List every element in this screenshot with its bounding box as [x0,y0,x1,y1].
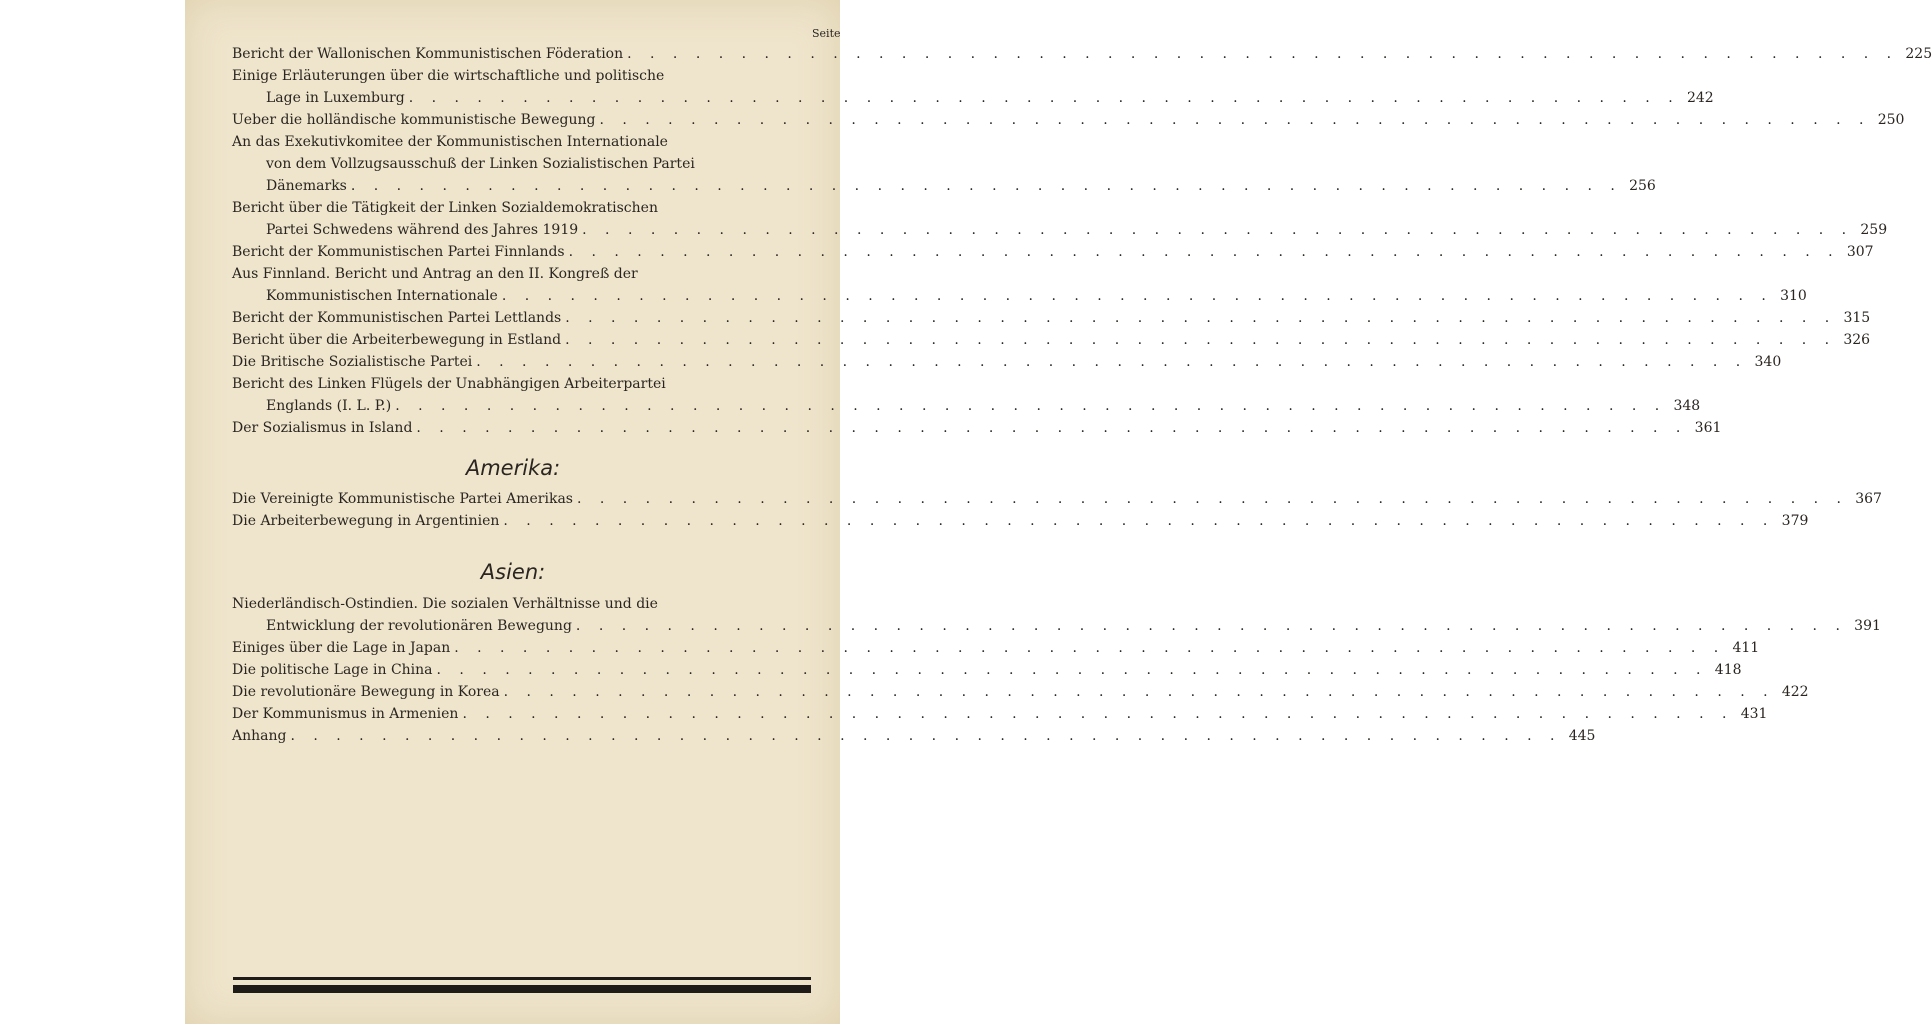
toc-page-number: 256 [1629,178,1656,194]
toc-entry-line [232,241,1874,263]
leader-dots: . . . . . . . . . . . . . . . . . . . . . . . . . . . . . . . . . . . . . . . . . . . . . . . . . . . . . . . . [582,222,1854,238]
toc-entry [232,131,1656,197]
bottom-rule-thin [233,977,811,980]
toc-entry-title: Ueber die holländische kommunistische Bewegung [232,112,596,128]
toc-entry-line [232,637,1760,659]
leader-dots: . . . . . . . . . . . . . . . . . . . . . . . . . . . . . . . . . . . . . . . . . . . . . . . . . . . . . . . . [290,728,1562,744]
toc-entry-line [232,43,1932,65]
leader-dots: . . . . . . . . . . . . . . . . . . . . . . . . . . . . . . . . . . . . . . . . . . . . . . . . . . . . . . . . [476,354,1748,370]
leader-dots: . . . . . . . . . . . . . . . . . . . . . . . . . . . . . . . . . . . . . . . . . . . . . . . . . . . . . . . . [627,46,1899,62]
leader-dots: . . . . . . . . . . . . . . . . . . . . . . . . . . . . . . . . . . . . . . . . . . . . . . . . . . . . . . . . [503,684,1775,700]
leader-dots: . . . . . . . . . . . . . . . . . . . . . . . . . . . . . . . . . . . . . . . . . . . . . . . . . . . . . . . . [565,332,1837,348]
toc-entry-line [232,373,790,395]
toc-entry-line [232,175,1656,197]
toc-page-number: 379 [1781,513,1809,529]
toc-entry-line [232,307,1871,329]
toc-entry [232,510,1809,532]
toc-entry-title: Englands (I. L. P.) [266,398,392,414]
toc-entry-line [232,131,790,153]
toc-entry-title: Die Arbeiterbewegung in Argentinien [232,513,500,529]
toc-entry-line [232,329,1871,351]
leader-dots: . . . . . . . . . . . . . . . . . . . . . . . . . . . . . . . . . . . . . . . . . . . . . . . . . . . . . . . . [576,491,1848,507]
toc-entry [232,681,1809,703]
toc-entry-title: Lage in Luxemburg [266,90,405,106]
leader-dots: . . . . . . . . . . . . . . . . . . . . . . . . . . . . . . . . . . . . . . . . . . . . . . . . . . . . . . . . [462,706,1734,722]
toc-page-number: 250 [1877,112,1905,128]
toc-entry-title: Bericht über die Arbeiterbewegung in Estland [232,332,562,348]
toc-entry-line [232,593,790,615]
toc-entry-line [232,87,1714,109]
toc-page-number: 326 [1843,332,1871,348]
toc-entry-title: Bericht der Kommunistischen Partei Lettlands [232,310,562,326]
toc-entry [232,725,1596,747]
toc-entry [232,307,1871,329]
toc-entry-line [232,153,790,175]
toc-entry-line [232,219,1888,241]
toc-entry-title: Der Sozialismus in Island [232,420,413,436]
toc-entry-title: Entwicklung der revolutionären Bewegung [266,618,572,634]
toc-entry-line [232,659,1742,681]
leader-dots: . . . . . . . . . . . . . . . . . . . . . . . . . . . . . . . . . . . . . . . . . . . . . . . . . . . . . . . . [501,288,1773,304]
toc-entry-title: Anhang [232,728,287,744]
toc-page-number: 361 [1694,420,1722,436]
toc-entry-title: Die politische Lage in China [232,662,433,678]
toc-entry-title: Kommunistischen Internationale [266,288,498,304]
leader-dots: . . . . . . . . . . . . . . . . . . . . . . . . . . . . . . . . . . . . . . . . . . . . . . . . . . . . . . . . [568,244,1840,260]
bottom-rule-thick [233,985,811,993]
toc-page-number: 418 [1714,662,1742,678]
toc-entry [232,488,1882,510]
toc-entry-title: Dänemarks [266,178,347,194]
toc-entry-title: An das Exekutivkomitee der Kommunistischen Internationale [232,134,668,150]
toc-entry-line [232,263,790,285]
toc-entry-title: Die Vereinigte Kommunistische Partei Amerikas [232,491,573,507]
leader-dots: . . . . . . . . . . . . . . . . . . . . . . . . . . . . . . . . . . . . . . . . . . . . . . . . . . . . . . . . [395,398,1667,414]
toc-page-number: 348 [1673,398,1701,414]
toc-page-number: 340 [1754,354,1782,370]
toc-page-number: 310 [1780,288,1807,304]
toc-entry [232,263,1807,307]
toc-page-number: 307 [1846,244,1874,260]
toc-entry [232,417,1722,439]
toc-entry-line [232,351,1782,373]
toc-entry-line [232,417,1722,439]
section-heading-asien: Asien: [480,560,546,584]
toc-entry [232,197,1888,241]
toc-page-number: 367 [1855,491,1882,507]
toc-entry [232,65,1714,109]
toc-entry-title: Einige Erläuterungen über die wirtschaftliche und politische [232,68,665,84]
toc-page-number: 259 [1860,222,1888,238]
leader-dots: . . . . . . . . . . . . . . . . . . . . . . . . . . . . . . . . . . . . . . . . . . . . . . . . . . . . . . . . [454,640,1726,656]
toc-entry-line [232,615,1881,637]
toc-entry [232,109,1905,131]
leader-dots: . . . . . . . . . . . . . . . . . . . . . . . . . . . . . . . . . . . . . . . . . . . . . . . . . . . . . . . . [408,90,1680,106]
toc-entry-line [232,109,1905,131]
toc-entry-line [232,703,1768,725]
toc-page-number: 391 [1854,618,1881,634]
leader-dots: . . . . . . . . . . . . . . . . . . . . . . . . . . . . . . . . . . . . . . . . . . . . . . . . . . . . . . . . [565,310,1837,326]
toc-page-number: 315 [1843,310,1871,326]
toc-entry-line [232,197,790,219]
toc-page-number: 431 [1740,706,1768,722]
toc-entry-title: Die revolutionäre Bewegung in Korea [232,684,500,700]
section-heading-amerika: Amerika: [465,456,561,480]
toc-entry [232,659,1742,681]
toc-entry [232,703,1768,725]
toc-entry-title: Einiges über die Lage in Japan [232,640,451,656]
toc-entry [232,637,1760,659]
leader-dots: . . . . . . . . . . . . . . . . . . . . . . . . . . . . . . . . . . . . . . . . . . . . . . . . . . . . . . . . [416,420,1688,436]
toc-entry-title: Die Britische Sozialistische Partei [232,354,473,370]
leader-dots: . . . . . . . . . . . . . . . . . . . . . . . . . . . . . . . . . . . . . . . . . . . . . . . . . . . . . . . . [599,112,1871,128]
toc-page-number: 225 [1905,46,1932,62]
toc-entry-title: Bericht über die Tätigkeit der Linken Sozialdemokratischen [232,200,658,216]
toc-entry [232,329,1871,351]
toc-entry-title: Aus Finnland. Bericht und Antrag an den II. Kongreß der [232,266,638,282]
toc-entry-line [232,725,1596,747]
toc-entry-line [232,488,1882,510]
toc-entry-line [232,285,1807,307]
toc-page-number: 411 [1732,640,1760,656]
toc-entry [232,241,1874,263]
toc-entry [232,43,1932,65]
toc-entry-title: Partei Schwedens während des Jahres 1919 [266,222,579,238]
leader-dots: . . . . . . . . . . . . . . . . . . . . . . . . . . . . . . . . . . . . . . . . . . . . . . . . . . . . . . . . [350,178,1622,194]
toc-page-number: 422 [1781,684,1809,700]
toc-entry-title: Bericht der Wallonischen Kommunistischen Föderation [232,46,624,62]
toc-entry-line [232,65,790,87]
book-page [185,0,1932,1024]
page-column-header: Seite [812,27,841,40]
toc-entry-line [232,510,1809,532]
toc-entry [232,373,1701,417]
toc-entry-title: von dem Vollzugsausschuß der Linken Sozialistischen Partei [266,156,695,172]
toc-entry [232,351,1782,373]
toc-page-number: 445 [1568,728,1596,744]
toc-entry-line [232,395,1701,417]
toc-entry-title: Niederländisch-Ostindien. Die sozialen Verhältnisse und die [232,596,658,612]
toc-entry-title: Bericht der Kommunistischen Partei Finnlands [232,244,565,260]
leader-dots: . . . . . . . . . . . . . . . . . . . . . . . . . . . . . . . . . . . . . . . . . . . . . . . . . . . . . . . . [436,662,1708,678]
toc-entry [232,593,1881,637]
toc-entry-line [232,681,1809,703]
leader-dots: . . . . . . . . . . . . . . . . . . . . . . . . . . . . . . . . . . . . . . . . . . . . . . . . . . . . . . . . [575,618,1847,634]
toc-entry-title: Der Kommunismus in Armenien [232,706,459,722]
toc-entry-title: Bericht des Linken Flügels der Unabhängigen Arbeiterpartei [232,376,666,392]
toc-page-number: 242 [1686,90,1714,106]
leader-dots: . . . . . . . . . . . . . . . . . . . . . . . . . . . . . . . . . . . . . . . . . . . . . . . . . . . . . . . . [503,513,1775,529]
